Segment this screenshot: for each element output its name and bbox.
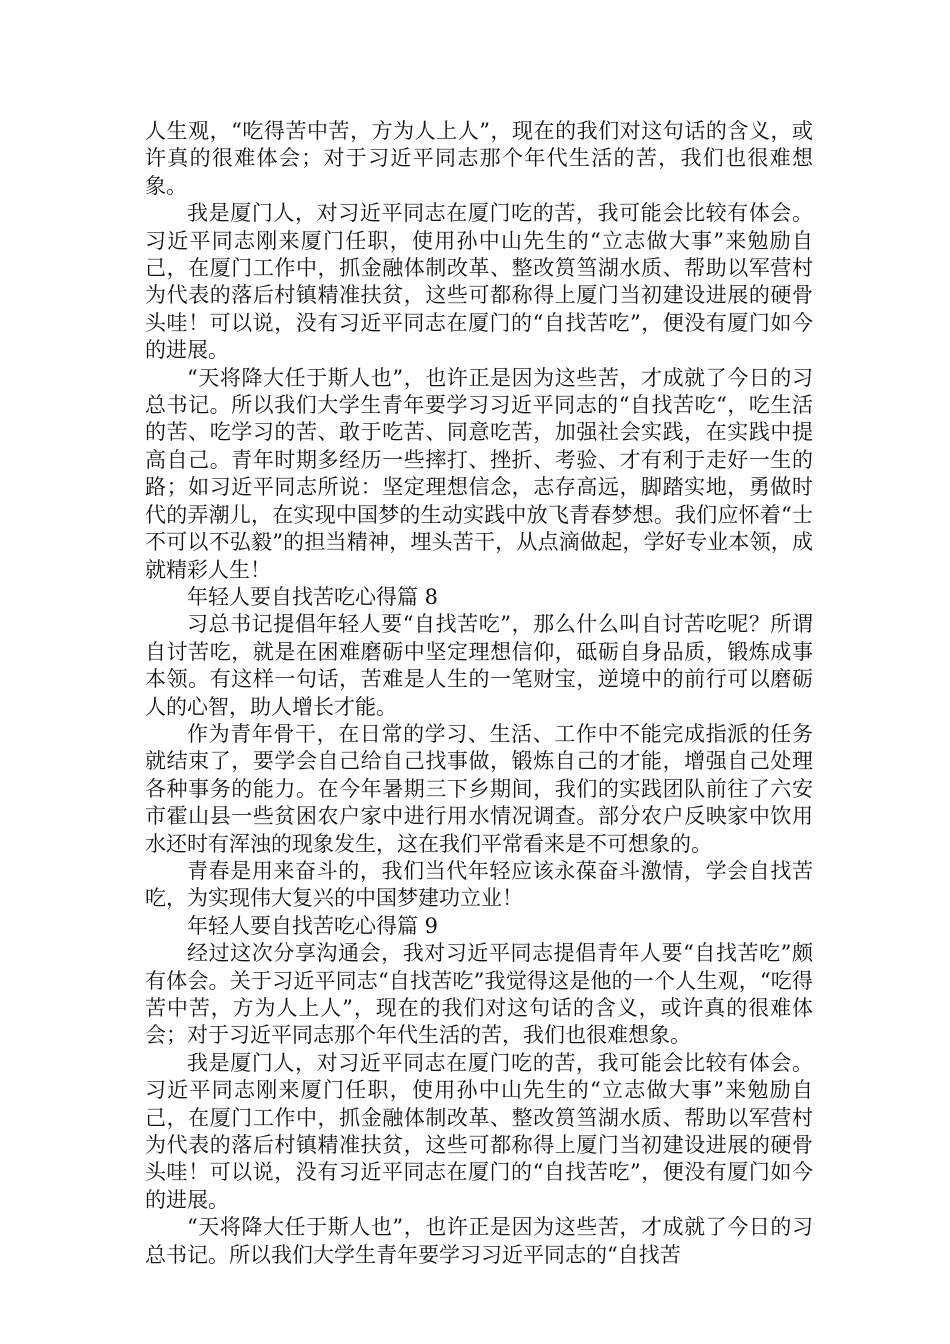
body-paragraph: 作为青年骨干，在日常的学习、生活、工作中不能完成指派的任务就结束了，要学会自己给自己找事做，锻炼自己的才能，增强自己处理各种事务的能力。在今年暑期三下乡期间，我们的实践团队前往了六安市霍山县一些贫困农户家中进行用水情况调查。部分农户反映家中饮用水还时有浑浊的现象发生，这在我们平常看来是不可想象的。 bbox=[145, 721, 813, 856]
body-paragraph: “天将降大任于斯人也”，也许正是因为这些苦，才成就了今日的习总书记。所以我们大学生青年要学习习近平同志的“自找苦 bbox=[145, 1215, 813, 1267]
section-heading: 年轻人要自找苦吃心得篇 8 bbox=[187, 584, 439, 609]
body-paragraph: 习总书记提倡年轻人要“自找苦吃”，那么什么叫自讨苦吃呢？所谓自讨苦吃，就是在困难磨砺中坚定理想信仰，砥砺自身品质，锻炼成事本领。有这样一句话，苦难是人生的一笔财宝，逆境中的前行可以磨砺人的心智，助人增长才能。 bbox=[145, 612, 813, 719]
body-paragraph: 青春是用来奋斗的，我们当代年轻应该永葆奋斗激情，学会自找苦吃，为实现伟大复兴的中国梦建功立业！ bbox=[145, 858, 813, 911]
body-paragraph: 我是厦门人，对习近平同志在厦门吃的苦，我可能会比较有体会。习近平同志刚来厦门任职，使用孙中山先生的“立志做大事”来勉励自己，在厦门工作中，抓金融体制改革、整改筼筜湖水质、帮助以军营村为代表的落后村镇精准扶贫，这些可都称得上厦门当初建设进展的硬骨头哇！可以说，没有习近平同志在厦门的“自找苦吃”，便没有厦门如今的进展。 bbox=[145, 1050, 813, 1212]
body-paragraph: 经过这次分享沟通会，我对习近平同志提倡青年人要“自找苦吃”颇有体会。关于习近平同志“自找苦吃”我觉得这是他的一个人生观，“吃得苦中苦，方为人上人”，现在的我们对这句话的含义，或许真的很难体会；对于习近平同志那个年代生活的苦，我们也很难想象。 bbox=[145, 941, 813, 1048]
section-heading: 年轻人要自找苦吃心得篇 9 bbox=[187, 913, 439, 938]
document-page bbox=[145, 118, 813, 1269]
body-paragraph: 我是厦门人，对习近平同志在厦门吃的苦，我可能会比较有体会。习近平同志刚来厦门任职，使用孙中山先生的“立志做大事”来勉励自己，在厦门工作中，抓金融体制改革、整改筼筜湖水质、帮助以军营村为代表的落后村镇精准扶贫，这些可都称得上厦门当初建设进展的硬骨头哇！可以说，没有习近平同志在厦门的“自找苦吃”，便没有厦门如今的进展。 bbox=[145, 201, 813, 363]
body-paragraph: 人生观，“吃得苦中苦，方为人上人”，现在的我们对这句话的含义，或许真的很难体会；对于习近平同志那个年代生活的苦，我们也很难想象。 bbox=[145, 119, 813, 198]
body-paragraph: “天将降大任于斯人也”，也许正是因为这些苦，才成就了今日的习总书记。所以我们大学生青年要学习习近平同志的“自找苦吃“，吃生活的苦、吃学习的苦、敢于吃苦、同意吃苦，加强社会实践，在实践中提高自己。青年时期多经历一些摔打、挫折、考验、才有利于走好一生的路；如习近平同志所说：坚定理想信念，志存高远，脚踏实地，勇做时代的弄潮儿，在实现中国梦的生动实践中放飞青春梦想。我们应怀着“士不可以不弘毅”的担当精神，埋头苦干，从点滴做起，学好专业本领，成就精彩人生！ bbox=[145, 365, 813, 582]
